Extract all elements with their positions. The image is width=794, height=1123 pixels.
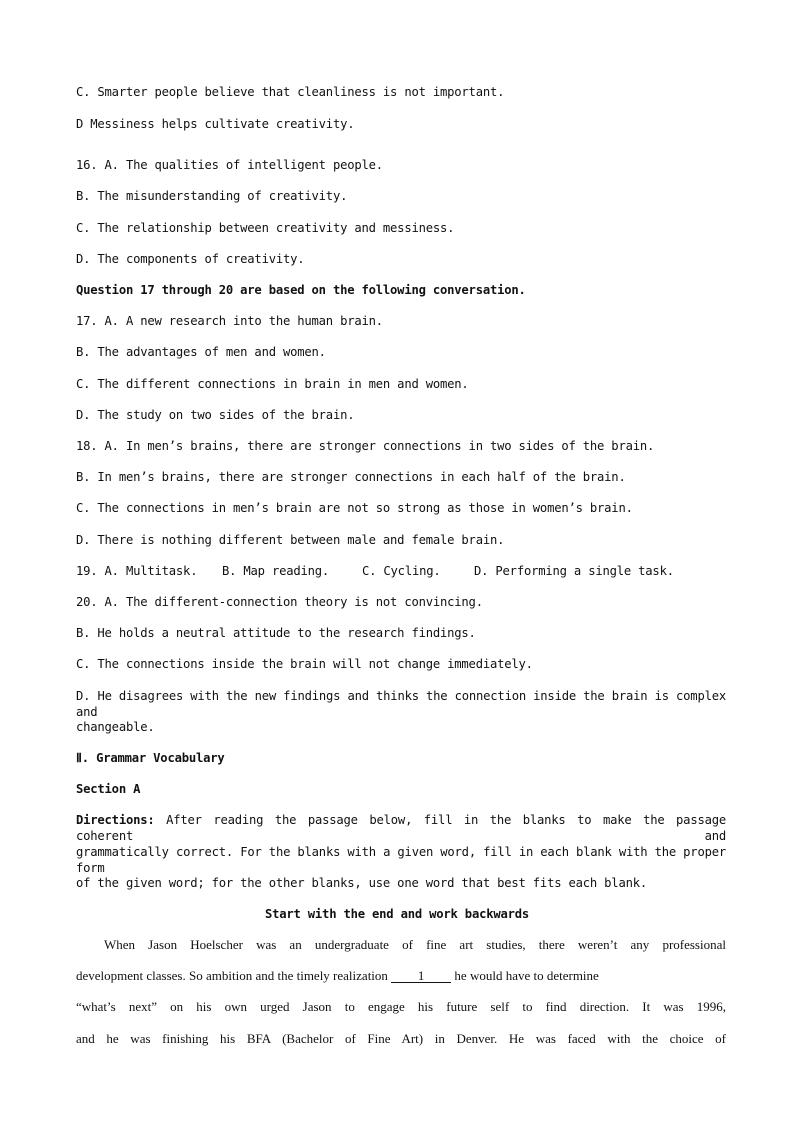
passage-title: Start with the end and work backwards	[264, 907, 530, 921]
option-17a: 17. A. A new research into the human brain.	[76, 314, 383, 328]
option-20d-line2: changeable.	[76, 720, 155, 734]
option-15c: C. Smarter people believe that cleanliness is not important.	[76, 85, 505, 99]
directions-label: Directions:	[76, 813, 155, 827]
blank-1[interactable]: 1	[391, 969, 451, 983]
directions-text-1: After reading the passage below, fill in the blanks to make the passage coherent and	[76, 813, 727, 843]
option-20b: B. He holds a neutral attitude to the research findings.	[76, 626, 476, 640]
passage-line4: and he was finishing his BFA (Bachelor of Fine Art) in Denver. He was faced with the choice of	[76, 1031, 726, 1046]
option-18a: 18. A. In men’s brains, there are stronger connections in two sides of the brain.	[76, 439, 655, 453]
option-16d: D. The components of creativity.	[76, 252, 305, 266]
option-16b: B. The misunderstanding of creativity.	[76, 189, 348, 203]
option-19b: B. Map reading.	[222, 564, 330, 578]
passage-line2-a: development classes. So ambition and the timely realization	[76, 968, 388, 983]
option-17c: C. The different connections in brain in men and women.	[76, 377, 469, 391]
option-20c: C. The connections inside the brain will not change immediately.	[76, 657, 533, 671]
option-19c: C. Cycling.	[362, 564, 441, 578]
option-15d: D Messiness helps cultivate creativity.	[76, 117, 355, 131]
option-20a: 20. A. The different-connection theory is not convincing.	[76, 595, 483, 609]
question-19-options	[76, 563, 726, 579]
passage-line2-b: he would have to determine	[454, 968, 599, 983]
option-17d: D. The study on two sides of the brain.	[76, 408, 355, 422]
option-19a: 19. A. Multitask.	[76, 564, 198, 578]
passage-line1: When Jason Hoelscher was an undergraduate of fine art studies, there weren’t any professional	[104, 937, 726, 952]
option-18d: D. There is nothing different between male and female brain.	[76, 533, 505, 547]
option-16c: C. The relationship between creativity and messiness.	[76, 221, 455, 235]
directions-line1	[76, 812, 726, 844]
option-18b: B. In men’s brains, there are stronger connections in each half of the brain.	[76, 470, 626, 484]
passage-line3: “what’s next” on his own urged Jason to engage his future self to find direction. It was 1996,	[76, 999, 726, 1014]
option-16a: 16. A. The qualities of intelligent people.	[76, 158, 383, 172]
directions-line2: grammatically correct. For the blanks with a given word, fill in each blank with the proper form	[76, 845, 726, 875]
option-18c: C. The connections in men’s brain are not so strong as those in women’s brain.	[76, 501, 633, 515]
section-ii-heading: Ⅱ. Grammar Vocabulary	[76, 751, 225, 765]
section-a-heading: Section A	[76, 782, 141, 796]
question-17-20-header: Question 17 through 20 are based on the following conversation.	[76, 283, 526, 297]
directions-line3: of the given word; for the other blanks, use one word that best fits each blank.	[76, 876, 647, 890]
option-20d-line1: D. He disagrees with the new findings and thinks the connection inside the brain is complex and	[76, 689, 726, 719]
passage-line2	[76, 968, 726, 984]
option-17b: B. The advantages of men and women.	[76, 345, 326, 359]
option-19d: D. Performing a single task.	[474, 564, 674, 578]
